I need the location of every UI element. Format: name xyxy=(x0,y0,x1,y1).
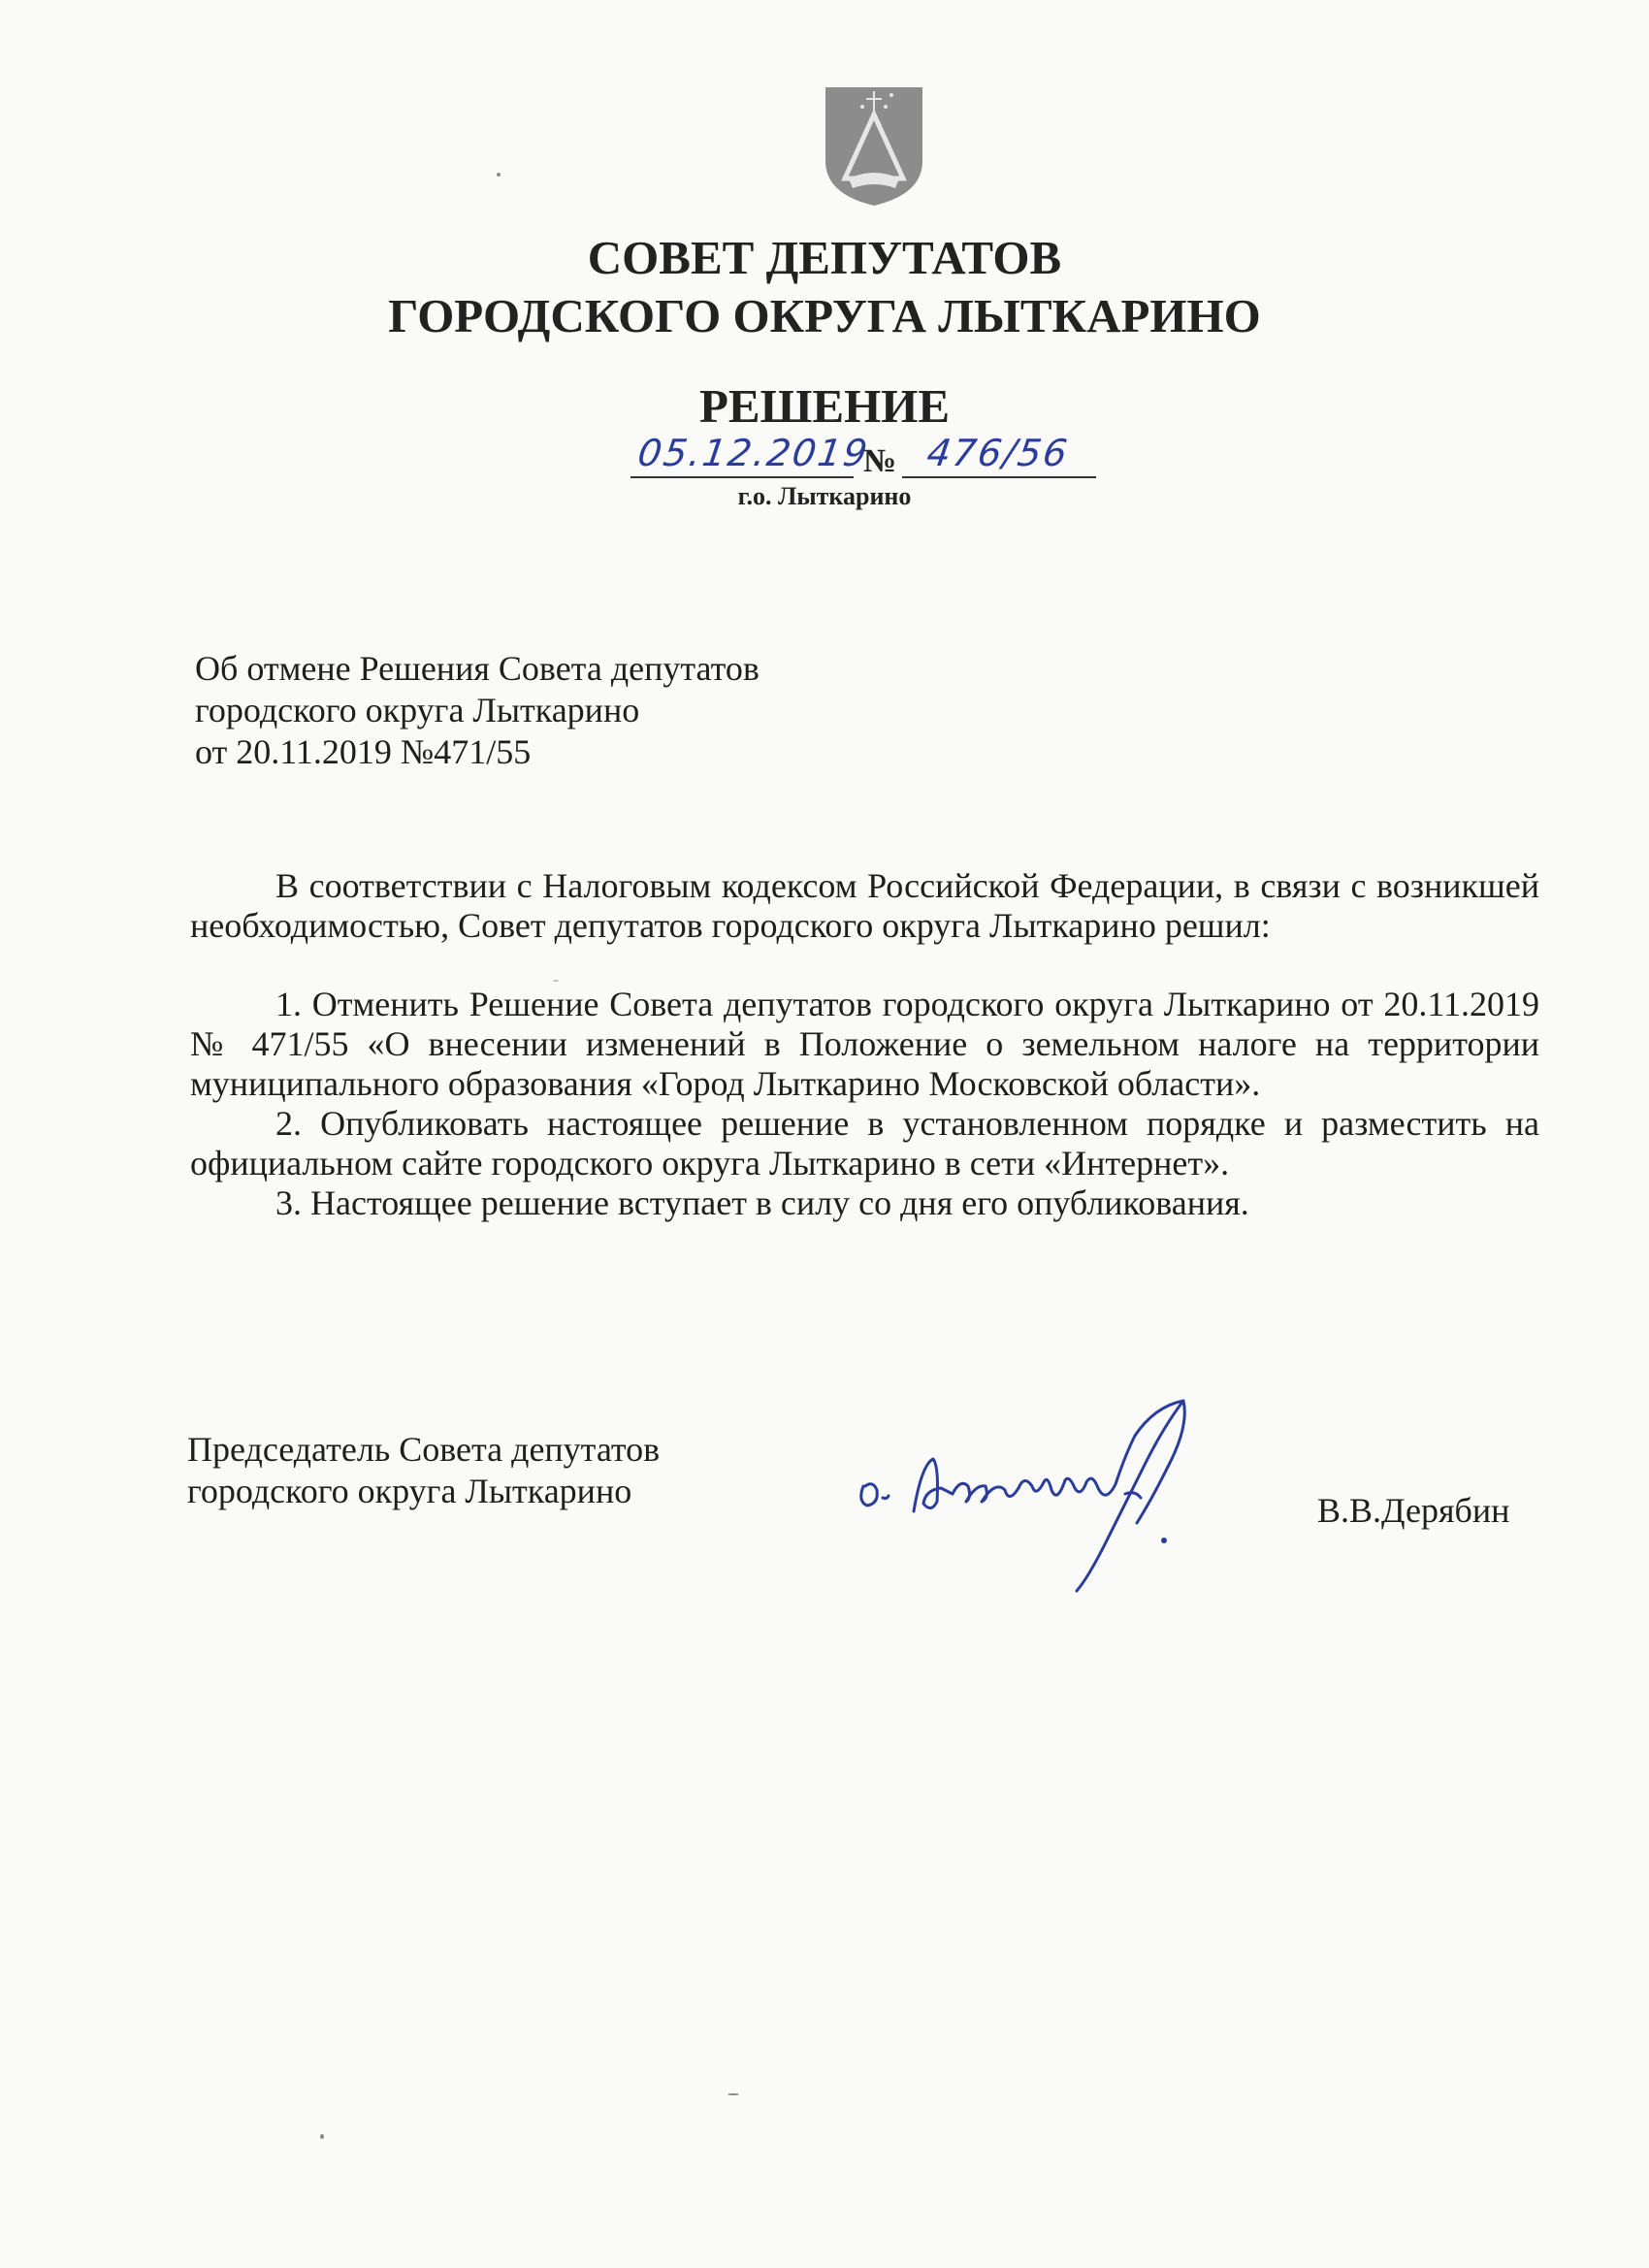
handwritten-number: 476/56 xyxy=(923,432,1072,474)
scan-speck xyxy=(497,173,501,177)
org-name-line2: ГОРОДСКОГО ОКРУГА ЛЫТКАРИНО xyxy=(388,289,1261,342)
handwritten-date: 05.12.2019 xyxy=(634,432,872,474)
decision-item-1: 1. Отменить Решение Совета депутатов городского округа Лыткарино от 20.11.2019 № 471/55 «О внесении изменений в Положение о земельном налоге на территории муниципального образования «Город Лыткарино Московской области». xyxy=(190,985,1539,1103)
subject-line: от 20.11.2019 №471/55 xyxy=(195,732,532,771)
organization-name xyxy=(0,229,1649,345)
org-name-line1: СОВЕТ ДЕПУТАТОВ xyxy=(587,231,1062,284)
scan-speck xyxy=(728,2093,739,2095)
date-underline xyxy=(630,476,854,478)
date-number-line xyxy=(630,432,1116,490)
subject-line: Об отмене Решения Совета депутатов xyxy=(195,649,760,688)
decision-item-2: 2. Опубликовать настоящее решение в установленном порядке и разместить на официальном сайте городского округа Лыткарино в сети «Интернет». xyxy=(190,1104,1539,1183)
coat-of-arms-icon xyxy=(824,85,924,208)
preamble-paragraph: В соответствии с Налоговым кодексом Российской Федерации, в связи с возникшей необходимостью, Совет депутатов городского округа Лыткарино решил: xyxy=(190,866,1539,945)
number-sign: № xyxy=(863,443,897,479)
place-of-issue: г.о. Лыткарино xyxy=(737,482,912,510)
decision-item-3: 3. Настоящее решение вступает в силу со дня его опубликования. xyxy=(275,1183,1249,1222)
number-underline xyxy=(902,476,1096,478)
scan-speck xyxy=(553,980,559,982)
document-subject xyxy=(195,648,760,773)
handwritten-signature-icon xyxy=(844,1397,1251,1610)
signatory-title-line1: Председатель Совета депутатов xyxy=(187,1430,661,1469)
document-type-title: РЕШЕНИЕ xyxy=(698,379,950,433)
scan-speck xyxy=(320,2134,324,2139)
subject-line: городского округа Лыткарино xyxy=(195,691,640,729)
signatory-title-line2: городского округа Лыткарино xyxy=(187,1472,632,1510)
signatory-title xyxy=(187,1429,660,1512)
signatory-name: В.В.Дерябин xyxy=(1317,1491,1510,1530)
document-body xyxy=(190,866,1539,1223)
